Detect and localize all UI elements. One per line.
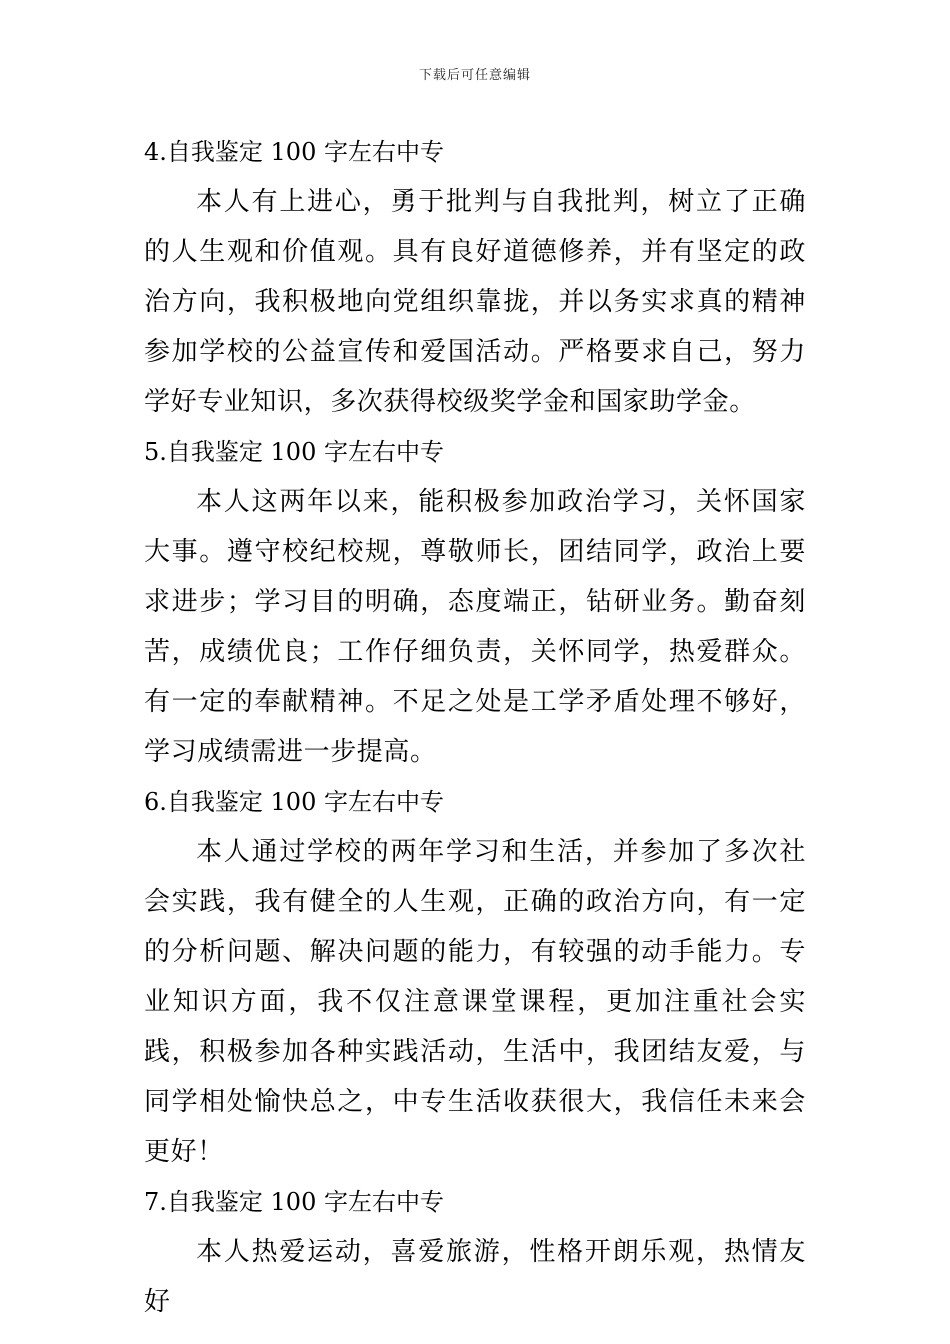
section-paragraph: 本人通过学校的两年学习和生活，并参加了多次社会实践，我有健全的人生观，正确的政治方向，有一定的分析问题、解决问题的能力，有较强的动手能力。专业知识方面，我不仅注意课堂课程，更加注重社会实践，积极参加各种实践活动，生活中，我团结友爱，与同学相处愉快总之，中专生活收获很大，我信任未来会更好！ xyxy=(144,837,806,1167)
section-paragraph: 本人有上进心，勇于批判与自我批判，树立了正确的人生观和价值观。具有良好道德修养，并有坚定的政治方向，我积极地向党组织靠拢，并以务实求真的精神参加学校的公益宣传和爱国活动。严格要求自己，努力学好专业知识，多次获得校级奖学金和国家助学金。 xyxy=(144,187,806,417)
section-6 xyxy=(144,777,806,1177)
section-title: 4.自我鉴定 100 字左右中专 xyxy=(144,138,444,166)
section-paragraph: 本人热爱运动，喜爱旅游，性格开朗乐观，热情友好 xyxy=(144,1237,806,1317)
section-title: 5.自我鉴定 100 字左右中专 xyxy=(144,438,444,466)
section-5 xyxy=(144,427,806,777)
section-paragraph: 本人这两年以来，能积极参加政治学习，关怀国家大事。遵守校纪校规，尊敬师长，团结同学，政治上要求进步；学习目的明确，态度端正，钻研业务。勤奋刻苦，成绩优良；工作仔细负责，关怀同学，热爱群众。有一定的奉献精神。不足之处是工学矛盾处理不够好，学习成绩需进一步提高。 xyxy=(144,487,806,767)
section-title: 7.自我鉴定 100 字左右中专 xyxy=(144,1188,444,1216)
document-body xyxy=(144,127,806,1327)
section-7 xyxy=(144,1177,806,1327)
section-title: 6.自我鉴定 100 字左右中专 xyxy=(144,788,444,816)
page-header-note: 下载后可任意编辑 xyxy=(418,68,531,83)
section-4 xyxy=(144,127,806,427)
